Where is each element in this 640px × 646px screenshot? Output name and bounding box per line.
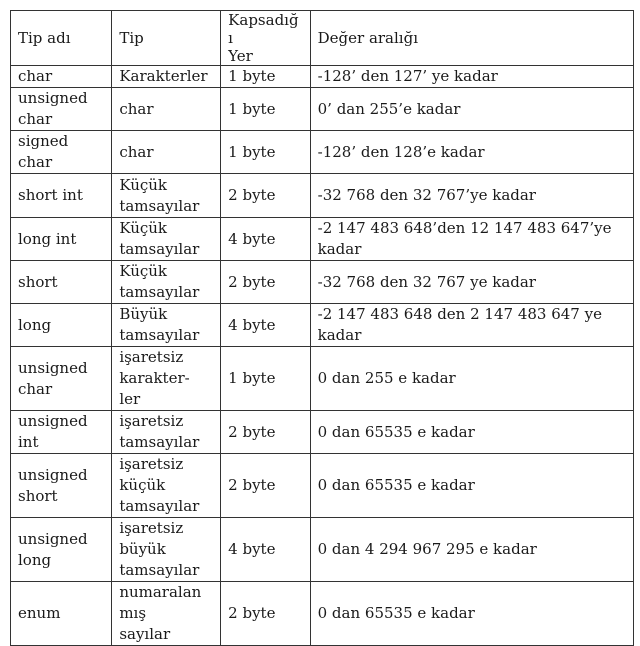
cell-type: işaretsiz büyük tamsayılar (112, 518, 221, 582)
cell-type-name: enum (11, 582, 112, 646)
cell-value-range: 0 dan 4 294 967 295 e kadar (310, 518, 633, 582)
cell-type-name: char (11, 66, 112, 88)
cell-type: Küçük tamsayılar (112, 218, 221, 261)
header-size: Kapsadığı Yer (221, 11, 310, 66)
cell-value-range: -32 768 den 32 767’ye kadar (310, 174, 633, 218)
cell-type-name: unsigned char (11, 88, 112, 131)
cell-value-range: 0 dan 65535 e kadar (310, 454, 633, 518)
table-row (11, 454, 634, 518)
cell-type-name: unsigned long (11, 518, 112, 582)
cell-value-range: 0’ dan 255’e kadar (310, 88, 633, 131)
cell-type-name: unsigned short (11, 454, 112, 518)
cell-size: 2 byte (221, 582, 310, 646)
cell-type-name: short int (11, 174, 112, 218)
cell-size: 2 byte (221, 454, 310, 518)
table-row (11, 88, 634, 131)
data-types-table (10, 10, 634, 646)
cell-value-range: -128’ den 128’e kadar (310, 131, 633, 174)
cell-size: 1 byte (221, 131, 310, 174)
header-type-name: Tip adı (11, 11, 112, 66)
cell-value-range: -128’ den 127’ ye kadar (310, 66, 633, 88)
cell-type-name: long (11, 304, 112, 347)
cell-size: 4 byte (221, 518, 310, 582)
cell-type: işaretsiz küçük tamsayılar (112, 454, 221, 518)
header-value-range: Değer aralığı (310, 11, 633, 66)
cell-value-range: -32 768 den 32 767 ye kadar (310, 261, 633, 304)
cell-size: 4 byte (221, 218, 310, 261)
table-row (11, 131, 634, 174)
cell-size: 1 byte (221, 66, 310, 88)
table-row (11, 174, 634, 218)
cell-size: 1 byte (221, 88, 310, 131)
cell-type-name: signed char (11, 131, 112, 174)
table-row (11, 261, 634, 304)
cell-size: 2 byte (221, 411, 310, 454)
table-header-row (11, 11, 634, 66)
cell-size: 1 byte (221, 347, 310, 411)
cell-value-range: 0 dan 255 e kadar (310, 347, 633, 411)
cell-type: numaralanmış sayılar (112, 582, 221, 646)
table-row (11, 66, 634, 88)
cell-value-range: -2 147 483 648 den 2 147 483 647 ye kadar (310, 304, 633, 347)
table-row (11, 218, 634, 261)
cell-value-range: 0 dan 65535 e kadar (310, 582, 633, 646)
cell-value-range: -2 147 483 648’den 12 147 483 647’ye kadar (310, 218, 633, 261)
cell-type: char (112, 131, 221, 174)
table-row (11, 582, 634, 646)
cell-type: işaretsiz tamsayılar (112, 411, 221, 454)
header-type: Tip (112, 11, 221, 66)
table-body (11, 66, 634, 646)
cell-type-name: short (11, 261, 112, 304)
cell-size: 2 byte (221, 261, 310, 304)
table-row (11, 411, 634, 454)
cell-type: Karakterler (112, 66, 221, 88)
cell-type-name: long int (11, 218, 112, 261)
cell-type-name: unsigned char (11, 347, 112, 411)
cell-type: işaretsiz karakter- ler (112, 347, 221, 411)
cell-type: Küçük tamsayılar (112, 261, 221, 304)
data-types-table-container (10, 10, 634, 646)
cell-size: 2 byte (221, 174, 310, 218)
cell-value-range: 0 dan 65535 e kadar (310, 411, 633, 454)
table-row (11, 518, 634, 582)
cell-type: char (112, 88, 221, 131)
cell-type: Büyük tamsayılar (112, 304, 221, 347)
cell-type: Küçük tamsayılar (112, 174, 221, 218)
table-row (11, 304, 634, 347)
table-row (11, 347, 634, 411)
cell-size: 4 byte (221, 304, 310, 347)
cell-type-name: unsigned int (11, 411, 112, 454)
